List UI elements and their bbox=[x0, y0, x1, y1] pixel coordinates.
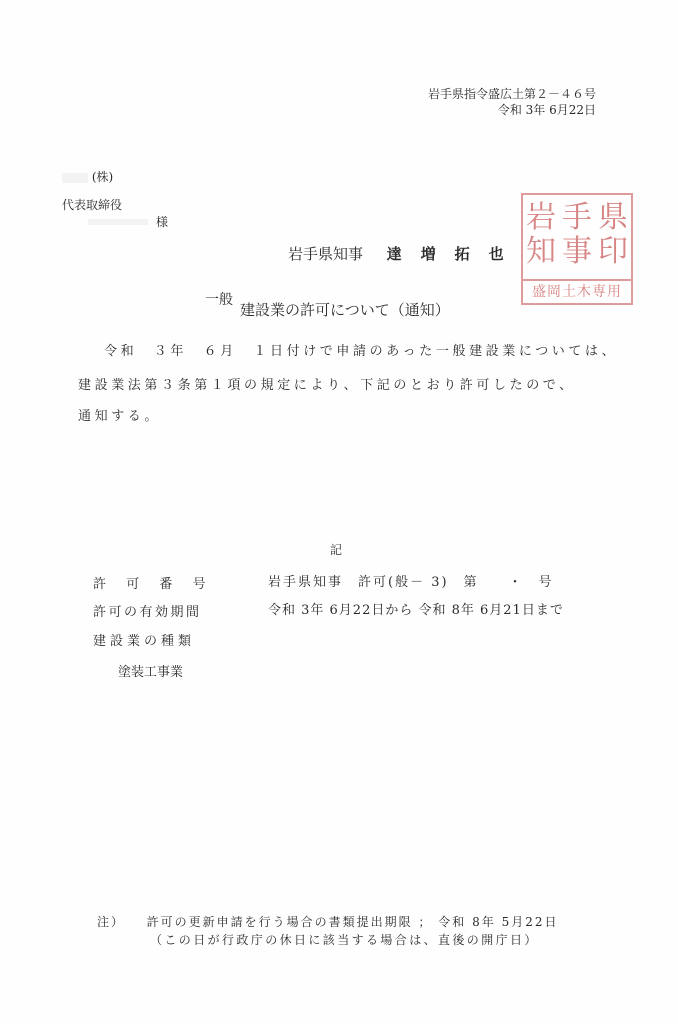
addressee-title: 代表取締役 bbox=[62, 198, 123, 212]
company-suffix: (株) bbox=[91, 170, 114, 184]
sender-name: 達 増 拓 也 bbox=[386, 245, 506, 263]
document-number: 岩手県指令盛広土第２－４６号 bbox=[427, 87, 596, 101]
record-heading: 記 bbox=[330, 543, 343, 557]
stamp-char: 事 bbox=[562, 234, 592, 269]
permit-number-label: 許 可 番 号 bbox=[93, 577, 210, 592]
body-line-2: 建設業法第３条第１項の規定により、下記のとおり許可したので、 bbox=[78, 378, 576, 393]
redacted-addressee-name bbox=[88, 214, 148, 228]
validity-period-label: 許可の有効期間 bbox=[93, 605, 202, 620]
stamp-char: 県 bbox=[598, 200, 628, 235]
subject-title: 建設業の許可について（通知） bbox=[240, 301, 450, 319]
stamp-char: 印 bbox=[598, 234, 628, 269]
permit-number-value: 岩手県知事 許可(般－ 3) 第 ・ 号 bbox=[268, 575, 554, 590]
note-line-1: 許可の更新申請を行う場合の書類提出期限 ； 令和 8年 5月22日 bbox=[146, 915, 559, 929]
official-seal-stamp bbox=[521, 193, 633, 305]
redacted-company-name bbox=[62, 173, 88, 183]
stamp-office-label: 盛岡土木専用 bbox=[523, 279, 631, 303]
subject-prefix: 一般 bbox=[205, 292, 233, 308]
body-line-1: 令和 ３年 ６月 １日付けで申請のあった一般建設業については、 bbox=[104, 344, 619, 359]
stamp-char: 岩 bbox=[526, 200, 556, 235]
stamp-char: 知 bbox=[526, 234, 556, 269]
document-date: 令和 3年 6月22日 bbox=[497, 103, 596, 117]
footer-note bbox=[97, 913, 558, 930]
addressee-honorific: 様 bbox=[156, 215, 169, 229]
industry-type-value: 塗装工事業 bbox=[118, 665, 184, 680]
document-header bbox=[428, 86, 596, 118]
note-label: 注） bbox=[97, 915, 126, 929]
industry-type-label: 建設業の種類 bbox=[93, 634, 196, 649]
note-line-2: （この日が行政庁の休日に該当する場合は、直後の開庁日） bbox=[150, 933, 539, 947]
validity-period-value: 令和 3年 6月22日から 令和 8年 6月21日まで bbox=[268, 603, 564, 618]
sender bbox=[288, 243, 506, 264]
body-line-3: 通知する。 bbox=[78, 409, 162, 424]
stamp-char: 手 bbox=[562, 200, 592, 235]
sender-label: 岩手県知事 bbox=[288, 245, 364, 263]
addressee-company bbox=[62, 168, 113, 185]
